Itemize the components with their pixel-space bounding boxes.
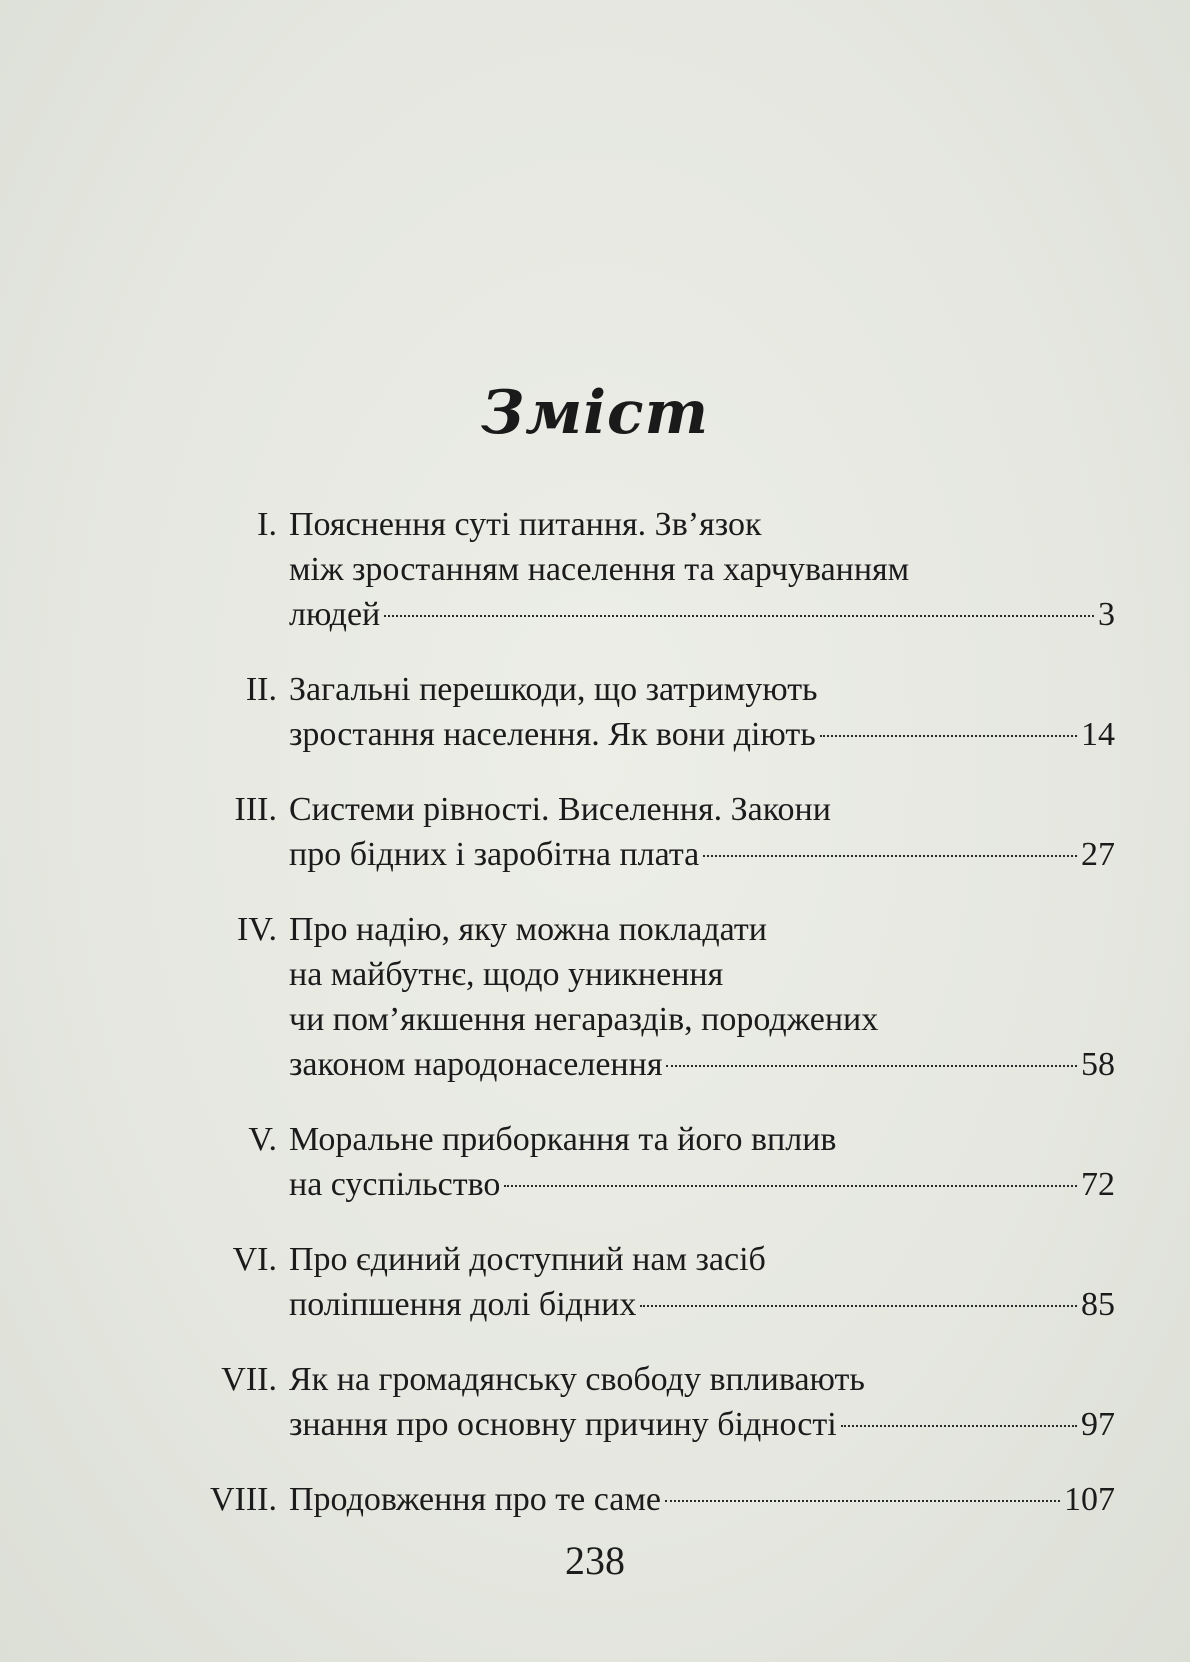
chapter-title-last-line	[289, 1402, 1115, 1447]
toc-entry	[195, 1117, 1115, 1207]
dot-leader	[384, 615, 1094, 617]
chapter-title-last-line	[289, 1282, 1115, 1327]
page-number: 97	[1081, 1406, 1115, 1443]
chapter-number: IV.	[237, 911, 277, 948]
dot-leader	[665, 1500, 1060, 1502]
chapter-title	[289, 1357, 1115, 1447]
chapter-title	[289, 787, 1115, 877]
chapter-title-last-line	[289, 832, 1115, 877]
toc-entry	[195, 502, 1115, 637]
chapter-title-line: між зростанням населення та харчуванням	[289, 551, 910, 588]
dot-leader	[703, 855, 1077, 857]
toc-entry	[195, 1357, 1115, 1447]
toc-entry	[195, 1237, 1115, 1327]
dot-leader	[504, 1185, 1077, 1187]
chapter-title-line: Про надію, яку можна покладати	[289, 911, 767, 948]
chapter-title-line: Пояснення суті питання. Зв’язок	[289, 506, 762, 543]
chapter-title-line: Продовження про те саме	[289, 1481, 661, 1518]
page-number: 58	[1081, 1046, 1115, 1083]
chapter-title-line: Моральне приборкання та його вплив	[289, 1121, 837, 1158]
toc-entry	[195, 907, 1115, 1087]
chapter-title-line: людей	[289, 596, 381, 633]
chapter-number: VI.	[232, 1241, 277, 1278]
chapter-title-line: знання про основну причину бідності	[289, 1406, 837, 1443]
chapter-title-last-line	[289, 712, 1115, 757]
page-number: 85	[1081, 1286, 1115, 1323]
chapter-title-line: Про єдиний доступний нам засіб	[289, 1241, 766, 1278]
dot-leader	[640, 1305, 1077, 1307]
table-of-contents	[195, 502, 1115, 1552]
chapter-title-last-line	[289, 1162, 1115, 1207]
chapter-title	[289, 1477, 1115, 1522]
chapter-title-line: на суспільство	[289, 1166, 501, 1203]
chapter-title-line: законом народонаселення	[289, 1046, 663, 1083]
chapter-title	[289, 667, 1115, 757]
chapter-number: VII.	[221, 1361, 277, 1398]
page-number: 3	[1098, 596, 1115, 633]
dot-leader	[666, 1065, 1077, 1067]
page-number: 72	[1081, 1166, 1115, 1203]
toc-entry	[195, 787, 1115, 877]
page-number: 27	[1081, 836, 1115, 873]
chapter-title-line: на майбутнє, щодо уникнення	[289, 956, 724, 993]
chapter-title-last-line	[289, 592, 1115, 637]
chapter-number: VIII.	[209, 1481, 277, 1518]
chapter-title-last-line	[289, 1042, 1115, 1087]
page-title: Зміст	[480, 378, 710, 448]
chapter-title-line: поліпшення долі бідних	[289, 1286, 637, 1323]
chapter-title-line: чи пом’якшення негараздів, породжених	[289, 1001, 879, 1038]
page-number: 14	[1081, 716, 1115, 753]
chapter-title	[289, 1237, 1115, 1327]
chapter-title-last-line	[289, 1477, 1115, 1522]
chapter-number: II.	[245, 671, 277, 708]
folio-page-number: 238	[565, 1538, 625, 1583]
toc-entry	[195, 667, 1115, 757]
chapter-number: III.	[234, 791, 277, 828]
toc-entry	[195, 1477, 1115, 1522]
chapter-title	[289, 907, 1115, 1087]
chapter-title-line: Системи рівності. Виселення. Закони	[289, 791, 831, 828]
dot-leader	[820, 735, 1077, 737]
chapter-number: I.	[257, 506, 277, 543]
chapter-title-line: Як на громадянську свободу впливають	[289, 1361, 865, 1398]
page-number: 107	[1064, 1481, 1115, 1518]
chapter-number: V.	[248, 1121, 277, 1158]
chapter-title-line: про бідних і заробітна плата	[289, 836, 700, 873]
chapter-title	[289, 1117, 1115, 1207]
chapter-title	[289, 502, 1115, 637]
chapter-title-line: зростання населення. Як вони діють	[289, 716, 816, 753]
dot-leader	[841, 1425, 1077, 1427]
chapter-title-line: Загальні перешкоди, що затримують	[289, 671, 818, 708]
